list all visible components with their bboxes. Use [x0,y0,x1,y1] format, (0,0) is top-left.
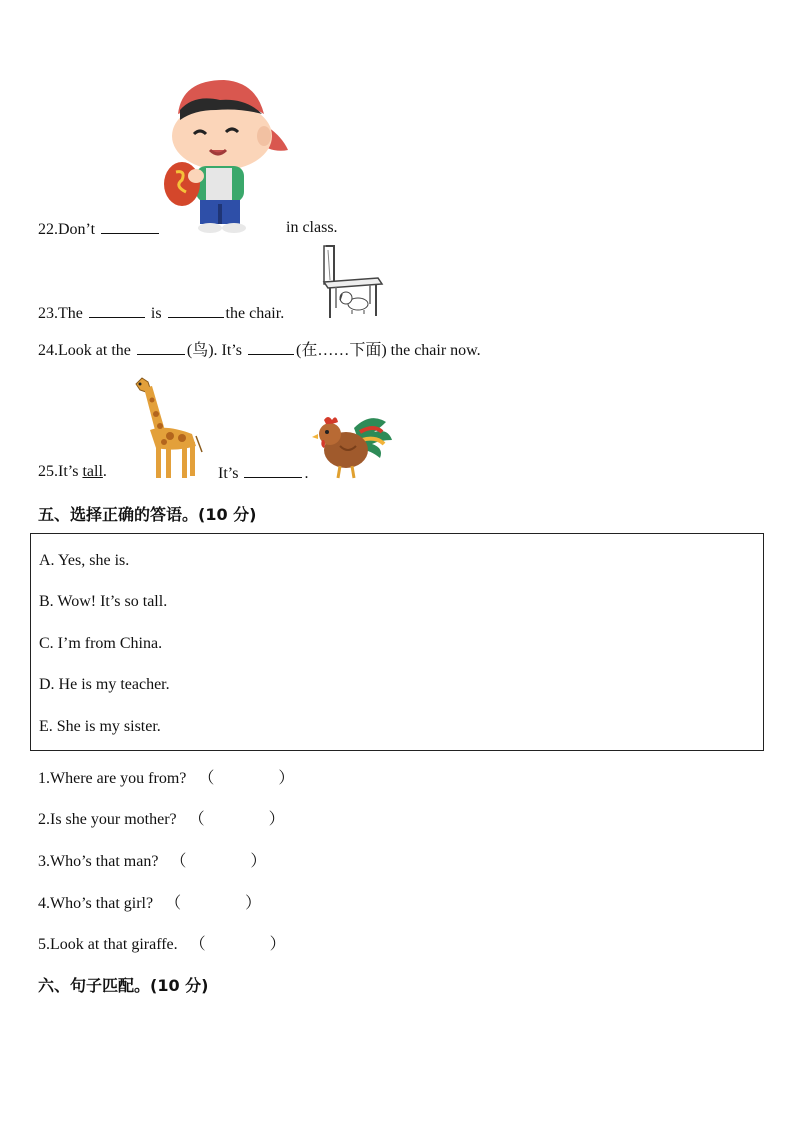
q25-tall-word: tall [82,463,103,480]
section-6-title: 六、句子匹配。(10 分) [38,976,209,995]
q24-hint2: (在……下面) the chair now. [295,342,481,359]
answer-parentheses[interactable]: （ ） [189,936,286,953]
q23-answer-blank-1[interactable] [89,303,145,318]
question-text: 4.Who’s that girl? [38,895,154,912]
question-text: 3.Who’s that man? [38,853,159,870]
q24-answer-blank-2[interactable] [248,340,294,355]
question-text: 5.Look at that giraffe. [38,936,178,953]
q25-dot: . [102,463,107,480]
answer-parentheses[interactable]: （ ） [170,853,267,870]
q25-its2: It’s [218,465,239,482]
q24-answer-blank-1[interactable] [137,340,185,355]
answer-parentheses[interactable]: （ ） [198,770,295,787]
q25-prefix: 25.It’s [38,463,79,480]
question-24 [38,337,481,360]
option-b: B. Wow! It’s so tall. [39,593,168,610]
question-25 [38,463,107,481]
question-1 [38,765,294,788]
question-text: 2.Is she your mother? [38,811,177,828]
question-23 [38,303,284,323]
q25-end: . [304,465,309,482]
answer-parentheses[interactable]: （ ） [165,895,262,912]
q23-suffix: the chair. [225,305,285,322]
question-22 [38,219,161,239]
giraffe-icon [126,374,206,480]
q25-answer-blank[interactable] [244,463,302,478]
chair-dog-icon [320,244,386,320]
option-a: A. Yes, she is. [39,552,130,569]
option-d: D. He is my teacher. [39,676,170,693]
question-4 [38,890,261,913]
q24-hint1: (鸟). It’s [186,342,242,359]
q23-answer-blank-2[interactable] [168,303,224,318]
section-5-title: 五、选择正确的答语。(10 分) [38,505,257,524]
question-25-part2 [218,463,308,483]
q24-prefix: 24.Look at the [38,342,131,359]
question-3 [38,848,266,871]
q23-prefix: 23.The [38,305,83,322]
options-box [30,533,764,751]
boy-cartoon-icon [160,74,290,236]
q22-suffix: in class. [286,219,338,236]
answer-parentheses[interactable]: （ ） [188,811,285,828]
q22-prefix: 22.Don’t [38,221,96,238]
question-2 [38,806,285,829]
rooster-icon [310,410,394,480]
question-5 [38,931,286,954]
option-e: E. She is my sister. [39,718,161,735]
q23-mid: is [150,305,162,322]
question-text: 1.Where are you from? [38,770,187,787]
q22-answer-blank[interactable] [101,219,159,234]
option-c: C. I’m from China. [39,635,163,652]
